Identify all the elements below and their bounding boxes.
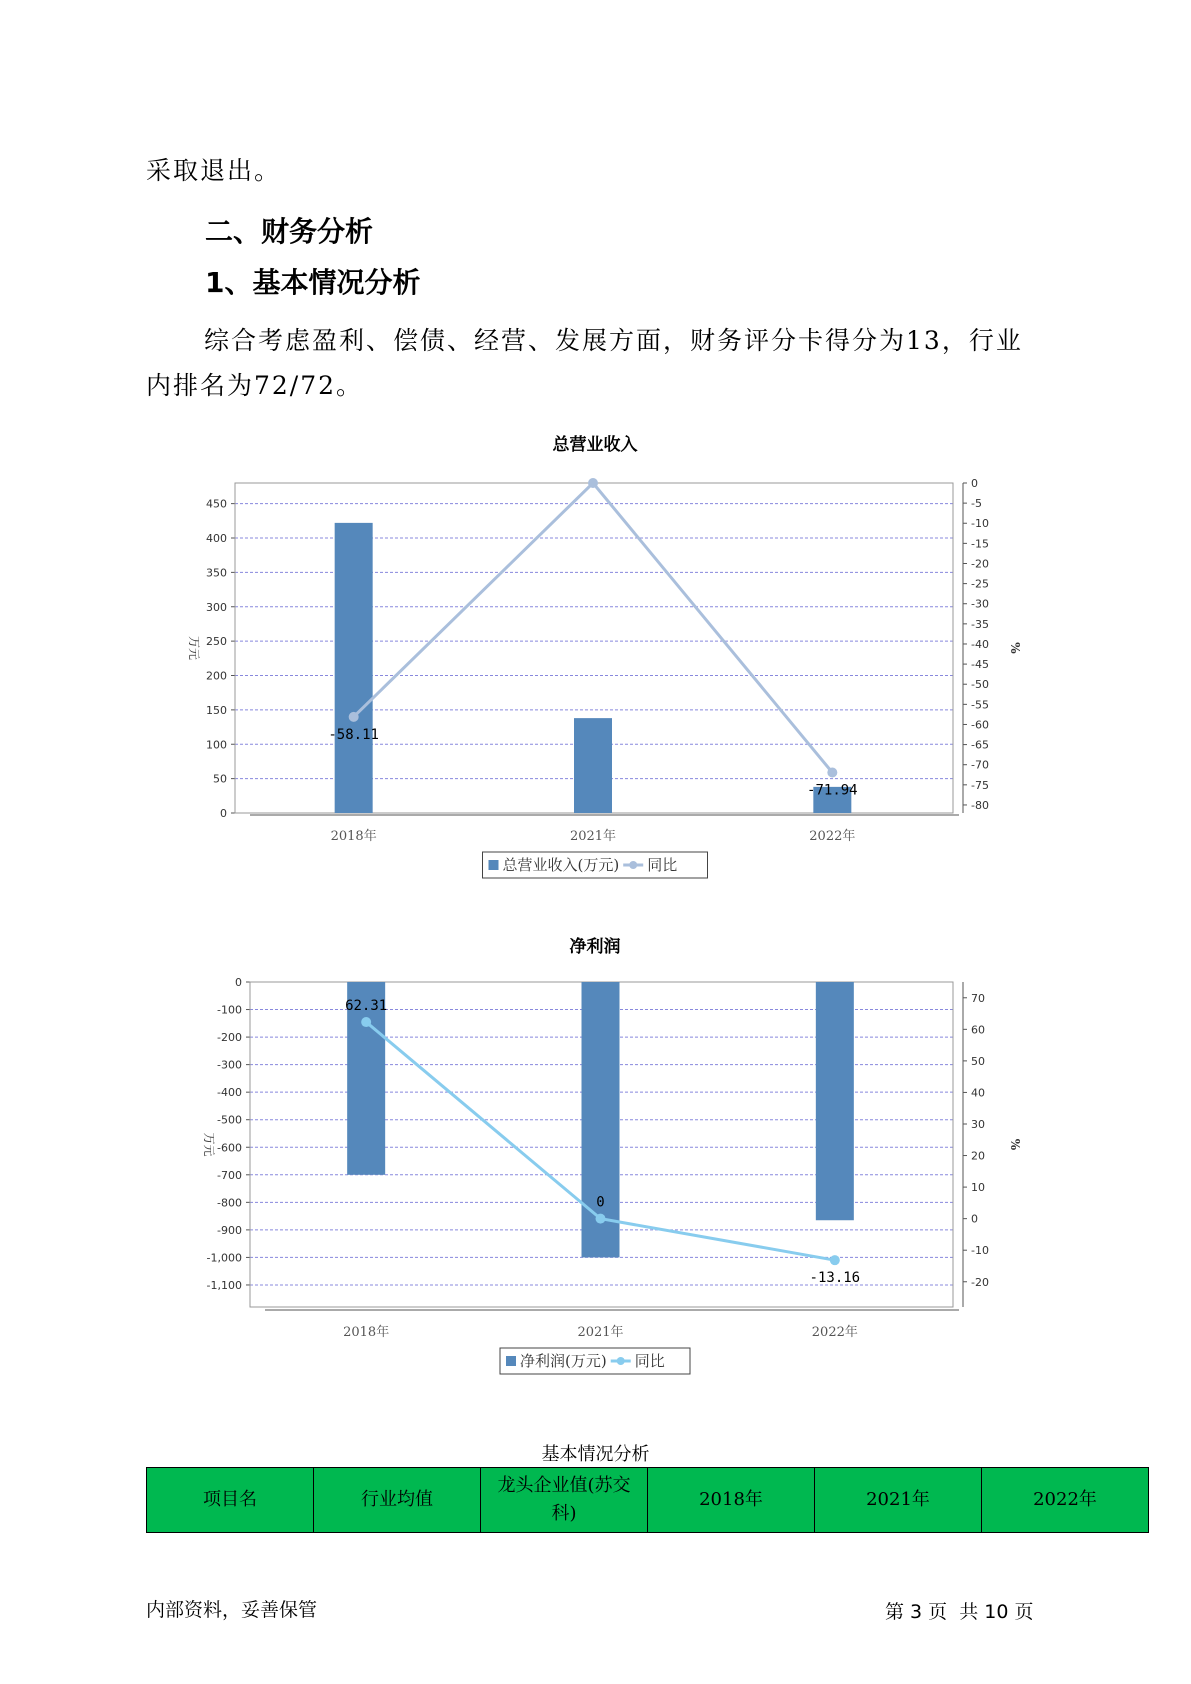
legend-bar-swatch xyxy=(506,1356,516,1366)
legend-bar-label: 总营业收入(万元) xyxy=(502,856,620,874)
chart-title: 净利润 xyxy=(569,937,621,957)
legend-line-label: 同比 xyxy=(634,1352,665,1370)
x-tick-label: 2021年 xyxy=(569,829,617,844)
data-label: -13.16 xyxy=(809,1270,861,1287)
y-tick-label: -600 xyxy=(217,1141,242,1155)
footer-left: 内部资料，妥善保管 xyxy=(146,1599,318,1621)
subsection-heading: 1、基本情况分析 xyxy=(205,266,421,299)
bar xyxy=(816,982,854,1220)
data-label: -71.94 xyxy=(807,782,858,799)
x-tick-label: 2022年 xyxy=(809,829,856,844)
y2-tick-label: -65 xyxy=(971,738,989,752)
y2-tick-label: -80 xyxy=(971,798,989,812)
data-label: -58.11 xyxy=(328,726,379,743)
y2-tick-label: -75 xyxy=(971,778,989,792)
y2-tick-label: 20 xyxy=(971,1149,985,1163)
data-label: 62.31 xyxy=(345,998,388,1015)
y2-axis-label: % xyxy=(1008,1138,1022,1151)
y2-tick-label: 60 xyxy=(971,1023,985,1037)
y-tick-label: 150 xyxy=(206,703,227,717)
data-label: 0 xyxy=(596,1194,605,1211)
y2-axis-label: % xyxy=(1008,642,1022,654)
bar xyxy=(574,718,612,813)
y2-tick-label: -35 xyxy=(971,617,989,631)
yoy-point xyxy=(596,1214,606,1224)
y-tick-label: -200 xyxy=(217,1031,242,1045)
header-cell: 项目名 xyxy=(147,1468,314,1533)
x-tick-label: 2021年 xyxy=(577,1325,624,1340)
legend-bar-label: 净利润(万元) xyxy=(520,1352,607,1370)
y2-tick-label: -55 xyxy=(971,698,989,712)
y2-tick-label: -5 xyxy=(971,497,982,511)
y2-tick-label: -50 xyxy=(971,678,989,692)
yoy-point xyxy=(830,1255,840,1265)
y2-tick-label: -20 xyxy=(971,1275,989,1289)
y-tick-label: -100 xyxy=(217,1003,242,1017)
header-cell: 2018年 xyxy=(648,1468,815,1533)
y-tick-label: -1,000 xyxy=(206,1251,242,1265)
y2-tick-label: -10 xyxy=(971,1244,989,1258)
x-tick-label: 2022年 xyxy=(811,1325,858,1340)
y-tick-label: -700 xyxy=(217,1168,242,1182)
yoy-point xyxy=(361,1017,371,1027)
summary-line-2: 内排名为72/72。 xyxy=(146,371,364,400)
bar xyxy=(335,523,373,813)
revenue-chart xyxy=(0,430,1191,890)
y2-tick-label: -10 xyxy=(971,517,989,531)
y-tick-label: 350 xyxy=(206,566,227,580)
y2-tick-label: -40 xyxy=(971,637,989,651)
yoy-point xyxy=(588,478,598,488)
y2-tick-label: -60 xyxy=(971,718,989,732)
net-profit-chart xyxy=(0,928,1191,1393)
y-axis-label: 万元 xyxy=(187,635,201,661)
paragraph-continuation: 采取退出。 xyxy=(146,156,282,185)
y2-tick-label: -25 xyxy=(971,577,989,591)
y2-tick-label: 50 xyxy=(971,1054,985,1068)
header-cell: 2022年 xyxy=(982,1468,1149,1533)
y2-tick-label: 0 xyxy=(971,1212,978,1226)
footer-page-number: 第 3 页 共 10 页 xyxy=(885,1601,1034,1623)
table-caption: 基本情况分析 xyxy=(541,1444,650,1465)
y-tick-label: -1,100 xyxy=(206,1278,242,1292)
y2-tick-label: -15 xyxy=(971,537,989,551)
legend-bar-swatch xyxy=(489,860,499,870)
y-tick-label: 300 xyxy=(206,600,227,614)
chart-title: 总营业收入 xyxy=(552,435,638,455)
legend-line-label: 同比 xyxy=(647,856,678,874)
y-tick-label: 0 xyxy=(220,807,227,820)
y-tick-label: 0 xyxy=(235,976,242,989)
header-cell: 龙头企业值(苏交科) xyxy=(481,1468,648,1533)
table-header-row xyxy=(147,1468,1149,1533)
section-heading: 二、财务分析 xyxy=(205,215,374,248)
x-tick-label: 2018年 xyxy=(330,829,377,844)
header-cell: 2021年 xyxy=(815,1468,982,1533)
y2-tick-label: 40 xyxy=(971,1086,985,1100)
y-tick-label: 100 xyxy=(206,738,227,752)
y-tick-label: -300 xyxy=(217,1058,242,1072)
y2-tick-label: 0 xyxy=(971,477,978,490)
y2-tick-label: -70 xyxy=(971,758,989,772)
legend-line-marker xyxy=(617,1357,625,1365)
header-cell: 行业均值 xyxy=(314,1468,481,1533)
y-tick-label: 250 xyxy=(206,635,227,649)
y-tick-label: -400 xyxy=(217,1086,242,1100)
y2-tick-label: -45 xyxy=(971,658,989,672)
y-axis-label: 万元 xyxy=(202,1132,216,1157)
x-tick-label: 2018年 xyxy=(343,1325,390,1340)
y2-tick-label: 30 xyxy=(971,1117,985,1131)
y-tick-label: -900 xyxy=(217,1223,242,1237)
yoy-point xyxy=(827,768,837,778)
yoy-point xyxy=(349,712,359,722)
y-tick-label: 450 xyxy=(206,497,227,511)
y-tick-label: -800 xyxy=(217,1196,242,1210)
y-tick-label: 400 xyxy=(206,532,227,545)
y2-tick-label: 70 xyxy=(971,991,985,1005)
basic-analysis-table xyxy=(146,1467,1149,1533)
legend-line-marker xyxy=(629,861,637,869)
y-tick-label: -500 xyxy=(217,1113,242,1127)
y2-tick-label: -30 xyxy=(971,597,989,611)
summary-line-1: 综合考虑盈利、偿债、经营、发展方面，财务评分卡得分为13，行业 xyxy=(204,326,1023,355)
y2-tick-label: 10 xyxy=(971,1181,985,1195)
y-tick-label: 50 xyxy=(213,772,227,786)
y-tick-label: 200 xyxy=(206,669,227,683)
y2-tick-label: -20 xyxy=(971,557,989,571)
